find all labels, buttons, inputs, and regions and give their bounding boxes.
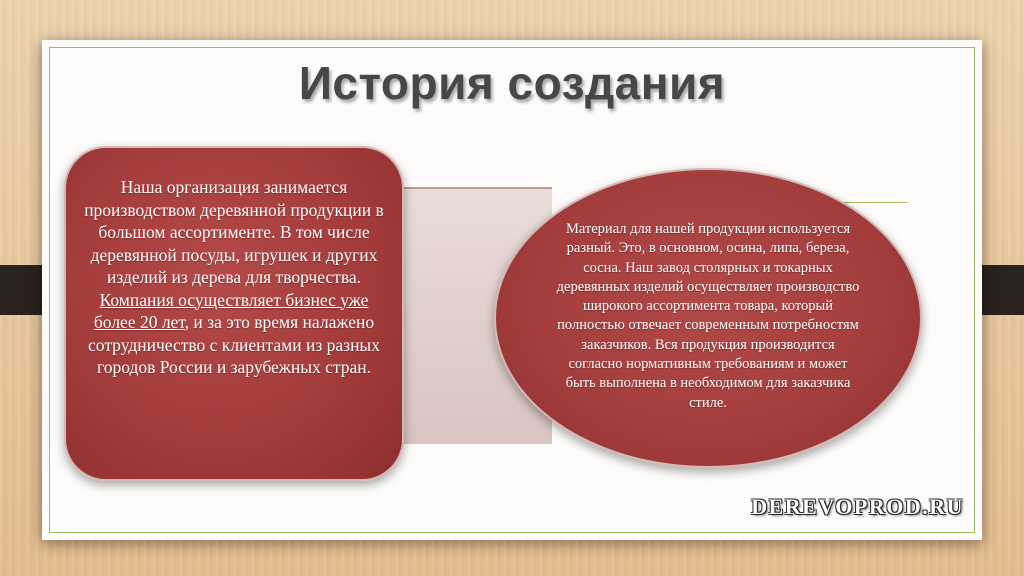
- right-ellipse-text: Материал для нашей продукции используется разный. Это, в основном, осина, липа, береза, сосна. Наш завод столярных и токарных деревянных изделий осуществляет производство широкого ассортимента товара, который полностью отвечает современным потребностям заказчиков. Вся продукция производится согласно нормативным требованиям и может быть выполнена в необходимом для заказчика стиле.: [556, 221, 860, 411]
- brand-logo: DEREVOPROD.RU: [751, 494, 964, 519]
- company-history-link[interactable]: Компания осуществляет бизнес уже более 20 лет: [93, 289, 369, 332]
- left-box-text-intro: Наша организация занимается производством деревянной продукции в большом ассортименте. В том числе деревянной посуды, игрушек и других изделий из дерева для творчества.: [84, 177, 384, 287]
- left-box-text-outro: , и за это время налажено сотрудничество с клиентами из разных городов России и зарубежных стран.: [88, 312, 380, 377]
- right-ellipse: [494, 168, 922, 468]
- left-box-text: [84, 176, 384, 379]
- slide-title: История создания: [298, 57, 726, 109]
- slide: [42, 40, 982, 540]
- left-text-box: [64, 146, 404, 481]
- accent-line: [842, 202, 907, 203]
